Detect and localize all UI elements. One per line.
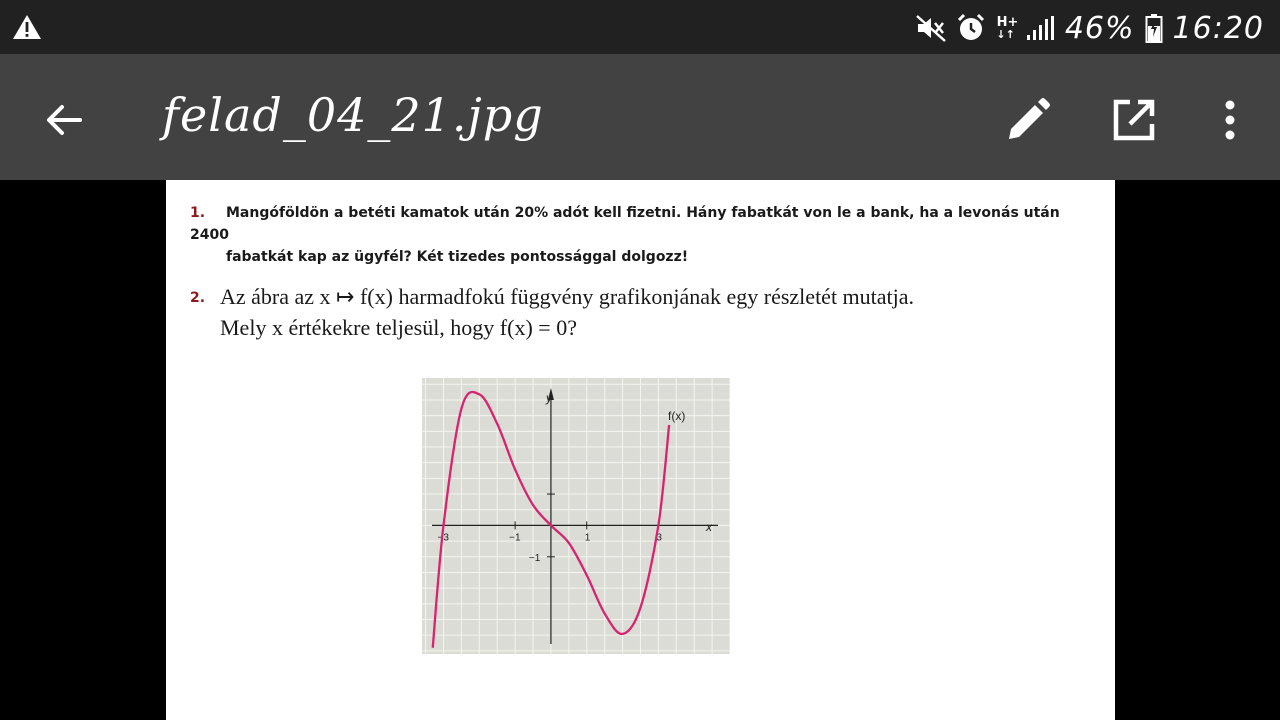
battery-percent: 46% — [1064, 10, 1135, 46]
x-tick-label: 3 — [656, 532, 662, 544]
data-activity-icon: ↓↑ — [996, 27, 1015, 41]
exercise-1-line-1: Mangóföldön a betéti kamatok után 20% adót kell fizetni. Hány fabatkát von le a bank, ha a levonás után 2400 — [190, 205, 1060, 243]
exercise-2-line-1: Az ábra az x ↦ f(x) harmadfokú függvény grafikonjának egy részletét mutatja. — [220, 284, 915, 309]
exercise-2-line-2: Mely x értékekre teljesül, hogy f(x) = 0? — [220, 315, 577, 340]
exercise-2-number: 2. — [190, 290, 206, 306]
curve-label: f(x) — [668, 409, 686, 423]
x-tick-label: −1 — [509, 532, 521, 544]
exercise-1-line-2: fabatkát kap az ügyfél? Két tizedes pontossággal dolgozz! — [226, 249, 689, 265]
back-button[interactable] — [36, 92, 92, 148]
app-bar — [0, 54, 1280, 180]
function-graph — [422, 378, 730, 654]
exercise-1 — [190, 202, 1090, 268]
signal-icon — [1025, 15, 1055, 41]
x-tick-label: −3 — [437, 532, 449, 544]
more-vert-icon — [1223, 100, 1237, 140]
clock: 16:20 — [1172, 10, 1264, 46]
document-image[interactable] — [166, 180, 1115, 720]
battery-icon — [1145, 13, 1163, 43]
more-options-button[interactable] — [1206, 92, 1254, 148]
file-title: felad_04_21.jpg — [162, 88, 544, 142]
x-tick-label: 1 — [584, 532, 591, 544]
status-bar — [0, 0, 1280, 54]
graph-canvas — [422, 378, 730, 654]
alarm-icon — [956, 13, 986, 43]
back-arrow-icon — [44, 102, 84, 138]
network-type-label: H+ — [996, 14, 1019, 30]
y-axis-label: y — [546, 391, 552, 405]
open-external-button[interactable] — [1104, 92, 1164, 148]
y-tick-label: −1 — [528, 552, 541, 564]
status-icons — [916, 8, 1264, 48]
exercise-1-number: 1. — [190, 205, 206, 221]
pencil-icon — [1005, 97, 1051, 143]
edit-button[interactable] — [998, 92, 1058, 148]
x-axis-label: x — [706, 520, 712, 534]
exercise-2 — [190, 282, 1090, 342]
warning-icon — [12, 14, 42, 40]
graph-axes — [432, 388, 718, 644]
open-external-icon — [1112, 98, 1156, 142]
graph-ticks — [437, 494, 662, 564]
mute-icon — [916, 14, 946, 42]
network-type-indicator — [996, 14, 1019, 41]
